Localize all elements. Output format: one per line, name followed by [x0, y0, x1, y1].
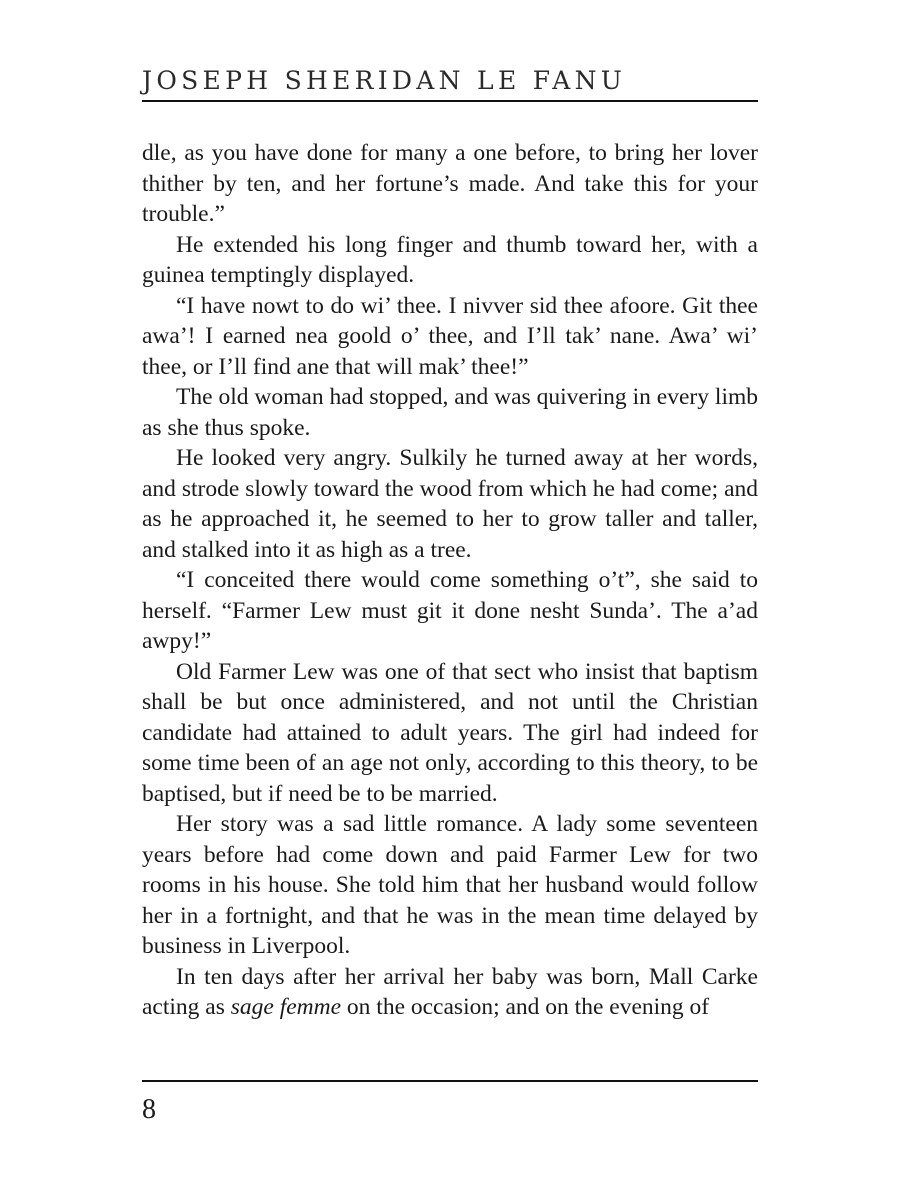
paragraph: “I have nowt to do wi’ thee. I nivver sid thee afoore. Git thee awa’! I earned nea goold o’ thee, and I’ll tak’ nane. Awa’ wi’ thee, or I’ll find ane that will mak’ thee!” — [142, 292, 758, 380]
paragraph: The old woman had stopped, and was quivering in every limb as she thus spoke. — [142, 384, 758, 441]
paragraph: He extended his long finger and thumb toward her, with a guinea temptingly displayed. — [142, 231, 758, 288]
text-run: on the occasion; and on the evening of — [341, 994, 710, 1020]
header-rule — [142, 100, 758, 102]
paragraph-last — [142, 962, 758, 1023]
paragraph: He looked very angry. Sulkily he turned away at her words, and strode slowly toward the wood from which he had come; and as he approached it, he seemed to her to grow taller and taller, and stalked into it as high as a tree. — [142, 445, 758, 563]
paragraph: Old Farmer Lew was one of that sect who insist that baptism shall be but once administered, and not until the Christian candidate had attained to adult years. The girl had indeed for some time been of an age not only, according to this theory, to be baptised, but if need be to be married. — [142, 658, 758, 807]
text-run: In ten days after her arrival her baby was born, Mall Carke acting as — [142, 963, 758, 1020]
running-head: JOSEPH SHERIDAN LE FANU — [142, 66, 627, 95]
body-text — [142, 138, 758, 1023]
paragraph-continued: dle, as you have done for many a one before, to bring her lover thither by ten, and her fortune’s made. And take this for your trouble.” — [142, 140, 758, 227]
page-number: 8 — [142, 1094, 156, 1125]
italic-phrase: sage femme — [230, 994, 342, 1020]
footer-rule — [142, 1080, 758, 1082]
paragraph: Her story was a sad little romance. A lady some seventeen years before had come down and paid Farmer Lew for two rooms in his house. She told him that her husband would follow her in a fortnight, and that he was in the mean time delayed by business in Liverpool. — [142, 811, 758, 959]
paragraph: “I conceited there would come something o’t”, she said to herself. “Farmer Lew must git it done nesht Sunda’. The a’ad awpy!” — [142, 567, 758, 654]
